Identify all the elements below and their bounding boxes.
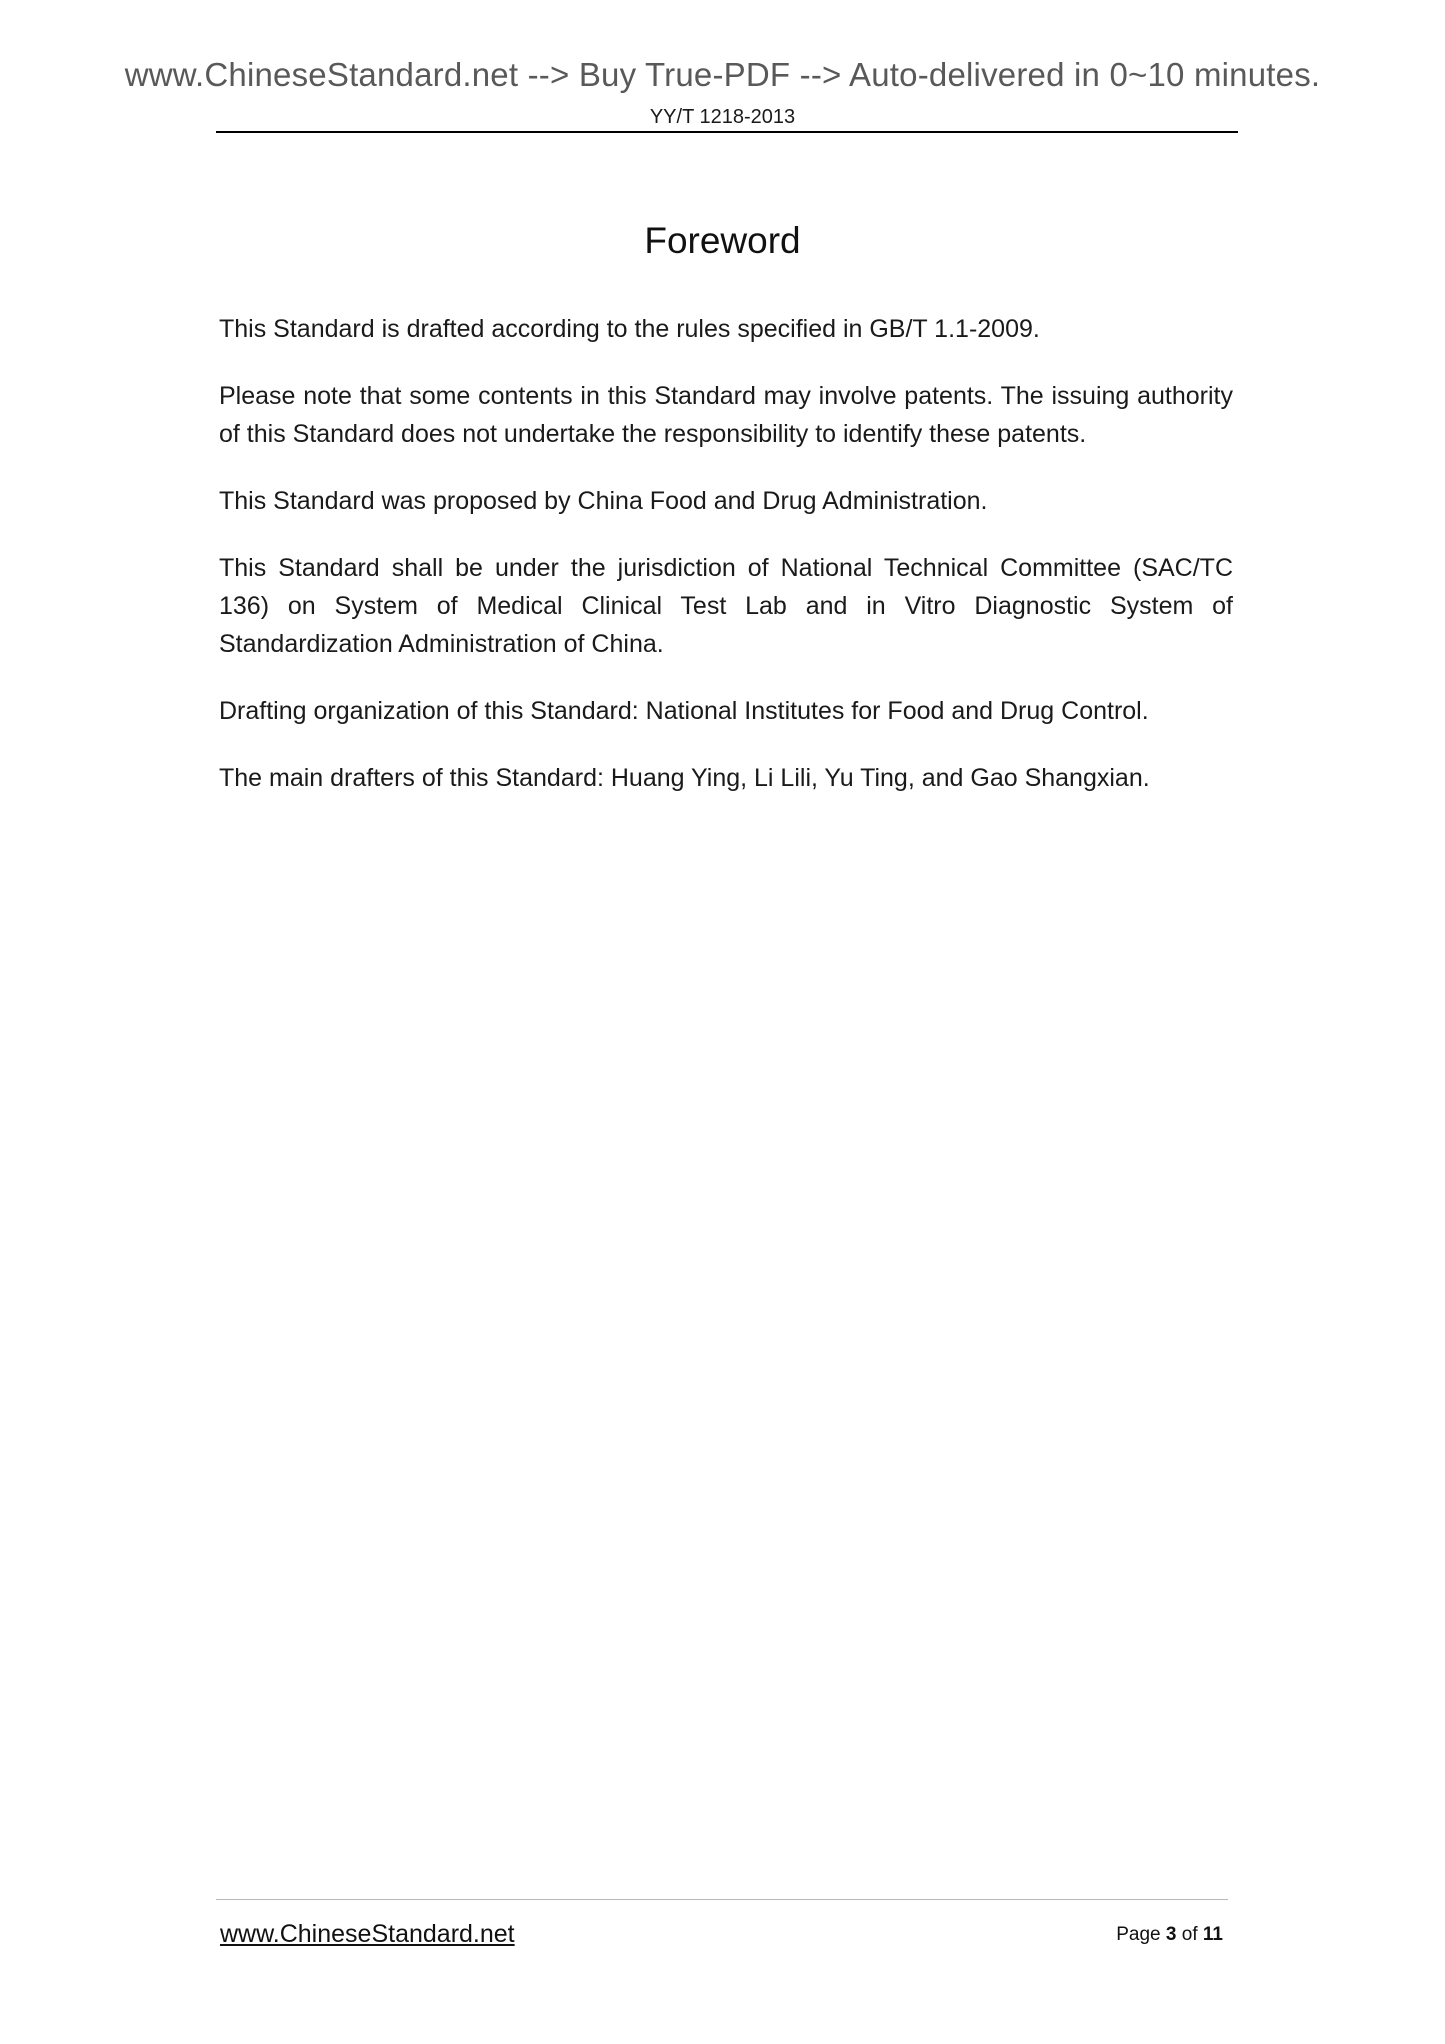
paragraph-proposed-by: This Standard was proposed by China Food and Drug Administration. xyxy=(219,487,988,515)
footer-website-link[interactable]: www.ChineseStandard.net xyxy=(220,1920,515,1948)
page-of: of xyxy=(1181,1924,1198,1945)
header-divider xyxy=(216,131,1238,133)
page-total: 11 xyxy=(1202,1924,1223,1945)
page-current: 3 xyxy=(1165,1924,1177,1945)
paragraph-drafting-organization: Drafting organization of this Standard: National Institutes for Food and Drug Control. xyxy=(219,697,1149,725)
foreword-body xyxy=(219,310,1233,826)
paragraph-patents: Please note that some contents in this Standard may involve patents. The issuing authority of this Standard does not undertake the responsibility to identify these patents. xyxy=(219,382,1233,448)
paragraph-drafting-rules: This Standard is drafted according to the rules specified in GB/T 1.1-2009. xyxy=(219,315,1040,343)
document-code: YY/T 1218-2013 xyxy=(649,106,796,128)
page-label: Page xyxy=(1116,1924,1161,1945)
paragraph-jurisdiction: This Standard shall be under the jurisdiction of National Technical Committee (SAC/TC 136) on System of Medical Clinical Test Lab and in Vitro Diagnostic System of Standardization Administration of China. xyxy=(219,554,1233,658)
paragraph-main-drafters: The main drafters of this Standard: Huang Ying, Li Lili, Yu Ting, and Gao Shangxian. xyxy=(219,764,1150,792)
page-title: Foreword xyxy=(644,220,801,261)
footer-divider xyxy=(216,1899,1228,1900)
page-number xyxy=(1116,1924,1223,1946)
header-banner[interactable]: www.ChineseStandard.net --> Buy True-PDF --> Auto-delivered in 0~10 minutes. xyxy=(124,56,1321,93)
